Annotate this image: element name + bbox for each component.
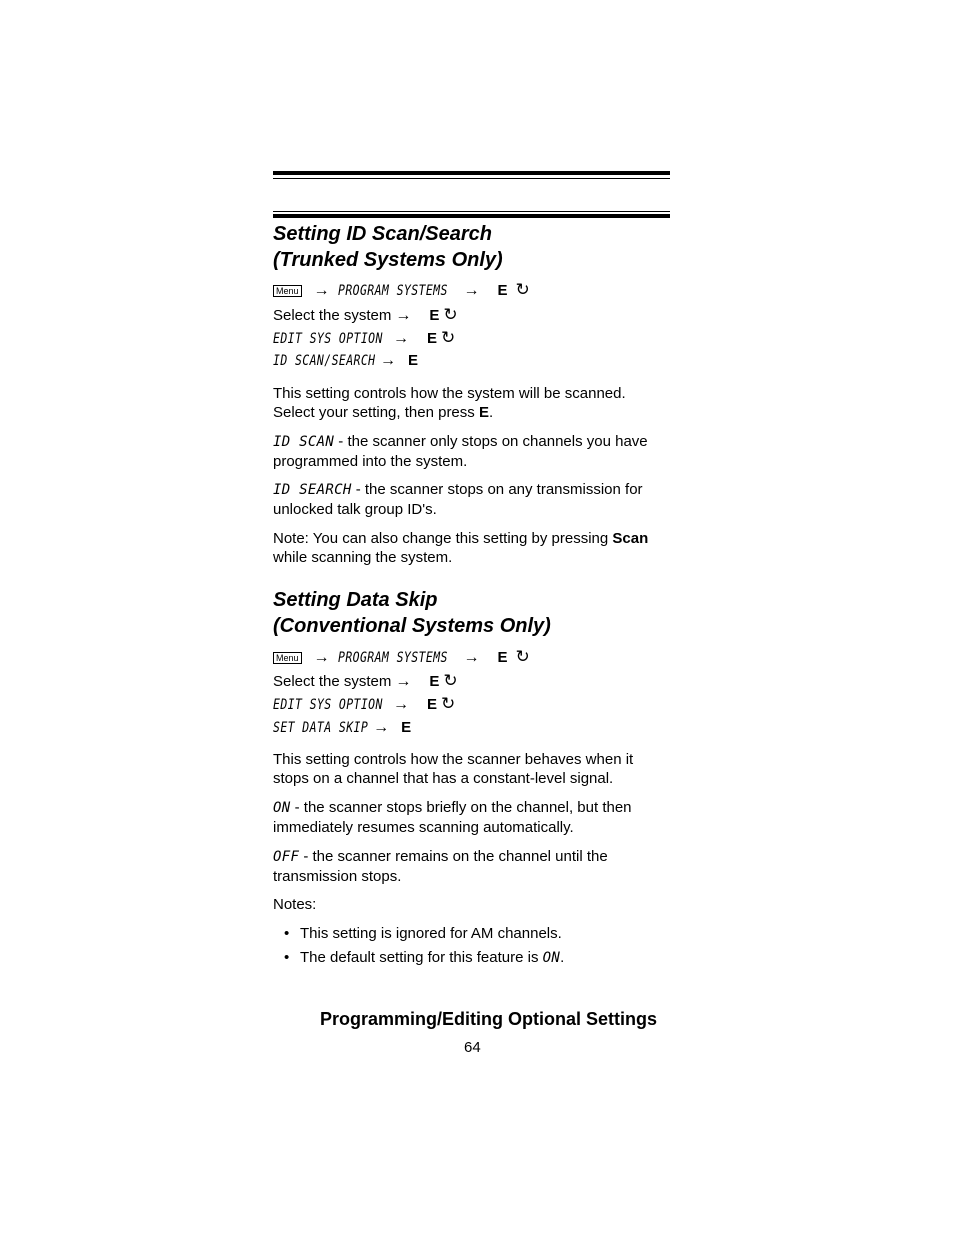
section2-notes-label: Notes: <box>273 896 317 913</box>
e-key: E <box>497 282 508 299</box>
rotate-icon: ↻ <box>440 694 456 713</box>
intro-line1: This setting controls how the system will be scanned. <box>273 385 626 402</box>
lcd-text: ID SCAN <box>273 434 335 450</box>
e-key: E <box>497 649 508 666</box>
option-desc-line2: immediately resumes scanning automatically. <box>273 819 574 836</box>
option-desc-line2: transmission stops. <box>273 868 402 885</box>
option-desc-line1: - the scanner remains on the channel until the <box>299 848 608 865</box>
bullet-text: The default setting for this feature is <box>300 949 543 966</box>
e-key: E <box>426 330 437 347</box>
scan-key: Scan <box>612 530 649 547</box>
section1-title-line1: Setting ID Scan/Search <box>273 223 492 245</box>
e-key: E <box>426 696 437 713</box>
lcd-text: ON <box>542 950 561 966</box>
step-text: Select the system <box>273 673 392 690</box>
rotate-icon: ↻ <box>443 671 458 690</box>
option-desc-line2: unlocked talk group ID's. <box>273 501 437 518</box>
right-arrow-icon: → <box>392 696 409 713</box>
section1-step4 <box>273 351 418 371</box>
option-desc-line1: - the scanner only stops on channels you have <box>334 433 648 450</box>
right-arrow-icon: → <box>373 719 390 736</box>
bullet-item <box>284 924 562 943</box>
section2-step4 <box>273 718 411 738</box>
section1-step2 <box>273 305 458 325</box>
right-arrow-icon: → <box>395 307 412 324</box>
option-desc-line2: programmed into the system. <box>273 453 468 470</box>
e-key: E <box>401 719 412 736</box>
section2-option-off <box>273 847 673 886</box>
right-arrow-icon: → <box>313 649 330 666</box>
section2-step3 <box>273 694 455 715</box>
section1-rule-thin <box>273 211 670 212</box>
section2-title-line1: Setting Data Skip <box>273 589 438 611</box>
e-key: E <box>429 307 440 324</box>
e-key: E <box>429 673 440 690</box>
note-line2: while scanning the system. <box>273 549 453 566</box>
lcd-text: EDIT SYS OPTION <box>273 331 383 347</box>
intro-line2: Select your setting, then press <box>273 404 479 421</box>
rotate-icon: ↻ <box>443 305 458 324</box>
bullet-text: This setting is ignored for AM channels. <box>300 925 562 942</box>
section1-intro <box>273 384 673 422</box>
intro-line1: This setting controls how the scanner behaves when it <box>273 751 634 768</box>
section2-intro <box>273 750 673 788</box>
lcd-text: ID SCAN/SEARCH <box>273 353 376 369</box>
lcd-text: EDIT SYS OPTION <box>273 697 383 713</box>
section1-option-id-search <box>273 480 673 519</box>
period: . <box>488 404 494 421</box>
section1-rule-thick <box>273 214 670 218</box>
section1-option-id-scan <box>273 432 673 471</box>
lcd-text: ON <box>273 800 291 816</box>
intro-line2: stops on a channel that has a constant-level signal. <box>273 770 614 787</box>
step-text: Select the system <box>273 307 392 324</box>
bullet-item <box>284 948 564 968</box>
bullet-icon: • <box>284 925 290 942</box>
lcd-text: PROGRAM SYSTEMS <box>337 283 448 299</box>
period: . <box>560 949 565 966</box>
right-arrow-icon: → <box>463 649 480 666</box>
section1-title-line2: (Trunked Systems Only) <box>273 249 503 271</box>
section1-step3 <box>273 328 455 349</box>
right-arrow-icon: → <box>313 282 330 299</box>
rotate-icon: ↻ <box>515 647 530 666</box>
section1-step1 <box>273 280 530 301</box>
note-line1: Note: You can also change this setting by pressing <box>273 530 613 547</box>
right-arrow-icon: → <box>463 282 480 299</box>
lcd-text: SET DATA SKIP <box>273 720 369 736</box>
lcd-text: PROGRAM SYSTEMS <box>337 650 448 666</box>
section2-option-on <box>273 798 673 837</box>
e-key: E <box>408 352 419 369</box>
section1-note <box>273 529 673 567</box>
lcd-text: OFF <box>273 849 300 865</box>
option-desc-line1: - the scanner stops briefly on the channel, but then <box>290 799 632 816</box>
top-rule-thin <box>273 178 670 179</box>
page-number: 64 <box>464 1039 481 1056</box>
right-arrow-icon: → <box>380 352 397 369</box>
section2-step2 <box>273 671 458 691</box>
right-arrow-icon: → <box>392 330 409 347</box>
rotate-icon: ↻ <box>515 280 530 299</box>
lcd-text: ID SEARCH <box>273 482 352 498</box>
rotate-icon: ↻ <box>440 328 456 347</box>
footer-title: Programming/Editing Optional Settings <box>320 1009 658 1029</box>
e-key: E <box>478 404 489 421</box>
menu-key: Menu <box>273 652 302 664</box>
option-desc-line1: - the scanner stops on any transmission for <box>351 481 643 498</box>
section2-step1 <box>273 647 530 668</box>
bullet-icon: • <box>284 949 290 966</box>
top-rule-thick <box>273 171 670 175</box>
right-arrow-icon: → <box>395 673 412 690</box>
menu-key: Menu <box>273 285 302 297</box>
section2-title-line2: (Conventional Systems Only) <box>273 615 551 637</box>
